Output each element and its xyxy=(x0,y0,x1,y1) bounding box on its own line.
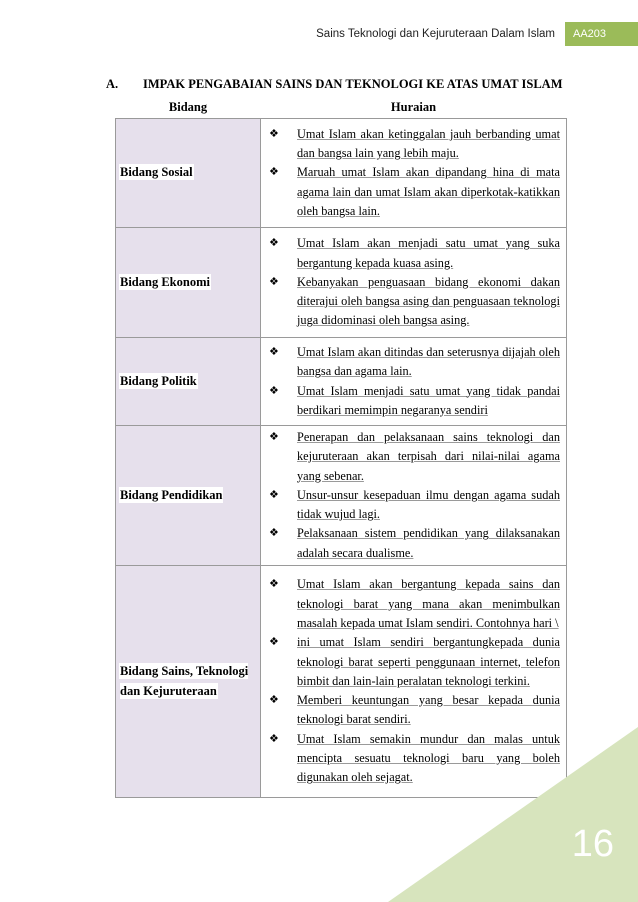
diamond-bullet-icon: ❖ xyxy=(269,345,279,358)
bullet-item xyxy=(267,382,560,421)
diamond-bullet-icon: ❖ xyxy=(269,732,279,745)
bullet-item xyxy=(267,524,560,563)
diamond-bullet-icon: ❖ xyxy=(269,430,279,443)
bullet-item xyxy=(267,633,560,691)
row-label-cell xyxy=(116,119,261,228)
diamond-bullet-icon: ❖ xyxy=(269,275,279,288)
diamond-bullet-icon: ❖ xyxy=(269,527,279,540)
row-description-cell xyxy=(261,338,567,426)
diamond-bullet-icon: ❖ xyxy=(269,488,279,501)
impact-table xyxy=(115,96,567,798)
bullet-text: Umat Islam akan ditindas dan seterusnya dijajah oleh bangsa dan agama lain. xyxy=(297,344,560,379)
row-description-cell xyxy=(261,228,567,338)
table-row xyxy=(116,426,567,566)
bullet-text: Umat Islam akan ketinggalan jauh berbanding umat dan bangsa lain yang lebih maju. xyxy=(297,126,560,161)
bullet-text: Maruah umat Islam akan dipandang hina di mata agama lain dan umat Islam akan diperkotak-katikkan oleh bangsa lain. xyxy=(297,165,560,218)
bullet-text: Umat Islam akan menjadi satu umat yang suka bergantung kepada kuasa asing. xyxy=(297,236,560,270)
page-header xyxy=(316,22,638,46)
bullet-item xyxy=(267,163,560,221)
table-body xyxy=(116,119,567,798)
section-heading xyxy=(106,77,563,92)
bullet-item xyxy=(267,486,560,525)
bullet-text: Kebanyakan penguasaan bidang ekonomi dakan diterajui oleh bangsa asing dan penguasaan teknologi juga didominasi oleh bangsa asing. xyxy=(297,274,560,328)
row-label: Bidang Politik xyxy=(120,373,197,388)
bullet-item xyxy=(267,234,560,273)
bullet-item xyxy=(267,125,560,164)
page-number: 16 xyxy=(571,823,614,865)
bullet-item xyxy=(267,343,560,382)
row-label: Bidang Sains, Teknologi dan Kejuruteraan xyxy=(120,664,249,698)
corner-triangle xyxy=(388,727,638,902)
bullet-item xyxy=(267,428,560,486)
bullet-text: Umat Islam menjadi satu umat yang tidak pandai berdikari memimpin negaranya sendiri xyxy=(297,383,560,417)
bullet-text: Memberi keuntungan yang besar kepada dunia teknologi barat sendiri. xyxy=(297,693,560,727)
row-description-cell xyxy=(261,119,567,228)
bullet-text: Penerapan dan pelaksanaan sains teknologi dan kejuruteraan akan terpisah dari nilai-nilai agama yang sebenar. xyxy=(297,429,560,483)
table-header-row xyxy=(116,96,567,119)
bullet-text: ini umat Islam sendiri bergantungkepada dunia teknologi barat seperti penggunaan internet, telefon bimbit dan lain-lain peralatan teknologi terkini. xyxy=(297,635,560,688)
column-header-bidang: Bidang xyxy=(116,96,261,119)
diamond-bullet-icon: ❖ xyxy=(269,694,279,707)
diamond-bullet-icon: ❖ xyxy=(269,166,279,179)
bullet-text: Umat Islam akan bergantung kepada sains dan teknologi barat yang mana akan menimbulkan masalah kepada umat Islam sendiri. Contohnya hari \ xyxy=(297,577,560,630)
bullet-item xyxy=(267,691,560,730)
row-label: Bidang Sosial xyxy=(120,165,193,180)
row-label: Bidang Ekonomi xyxy=(120,274,210,289)
row-label-cell xyxy=(116,566,261,798)
section-letter: A. xyxy=(106,77,119,91)
bullet-text: Umat Islam semakin mundur dan malas untuk mencipta sesuatu teknologi baru yang boleh digunakan oleh sejagat. xyxy=(297,731,560,785)
diamond-bullet-icon: ❖ xyxy=(269,578,279,591)
course-code-badge: AA203 xyxy=(565,22,638,46)
diamond-bullet-icon: ❖ xyxy=(269,127,279,140)
column-header-huraian: Huraian xyxy=(261,96,567,119)
bullet-text: Pelaksanaan sistem pendidikan yang dilaksanakan adalah secara dualisme. xyxy=(297,526,560,560)
row-description-cell xyxy=(261,426,567,566)
corner-decoration xyxy=(388,727,638,902)
diamond-bullet-icon: ❖ xyxy=(269,384,279,397)
diamond-bullet-icon: ❖ xyxy=(269,636,279,649)
table-row xyxy=(116,119,567,228)
table-row xyxy=(116,228,567,338)
bullet-item xyxy=(267,575,560,633)
row-label: Bidang Pendidikan xyxy=(120,487,223,502)
row-label-cell xyxy=(116,228,261,338)
row-label-cell xyxy=(116,426,261,566)
table-row xyxy=(116,338,567,426)
bullet-item xyxy=(267,273,560,331)
diamond-bullet-icon: ❖ xyxy=(269,237,279,250)
section-title: IMPAK PENGABAIAN SAINS DAN TEKNOLOGI KE ATAS UMAT ISLAM xyxy=(143,77,563,91)
bullet-text: Unsur-unsur kesepaduan ilmu dengan agama sudah tidak wujud lagi. xyxy=(297,487,560,522)
row-label-cell xyxy=(116,338,261,426)
header-title: Sains Teknologi dan Kejuruteraan Dalam Islam xyxy=(316,28,555,40)
